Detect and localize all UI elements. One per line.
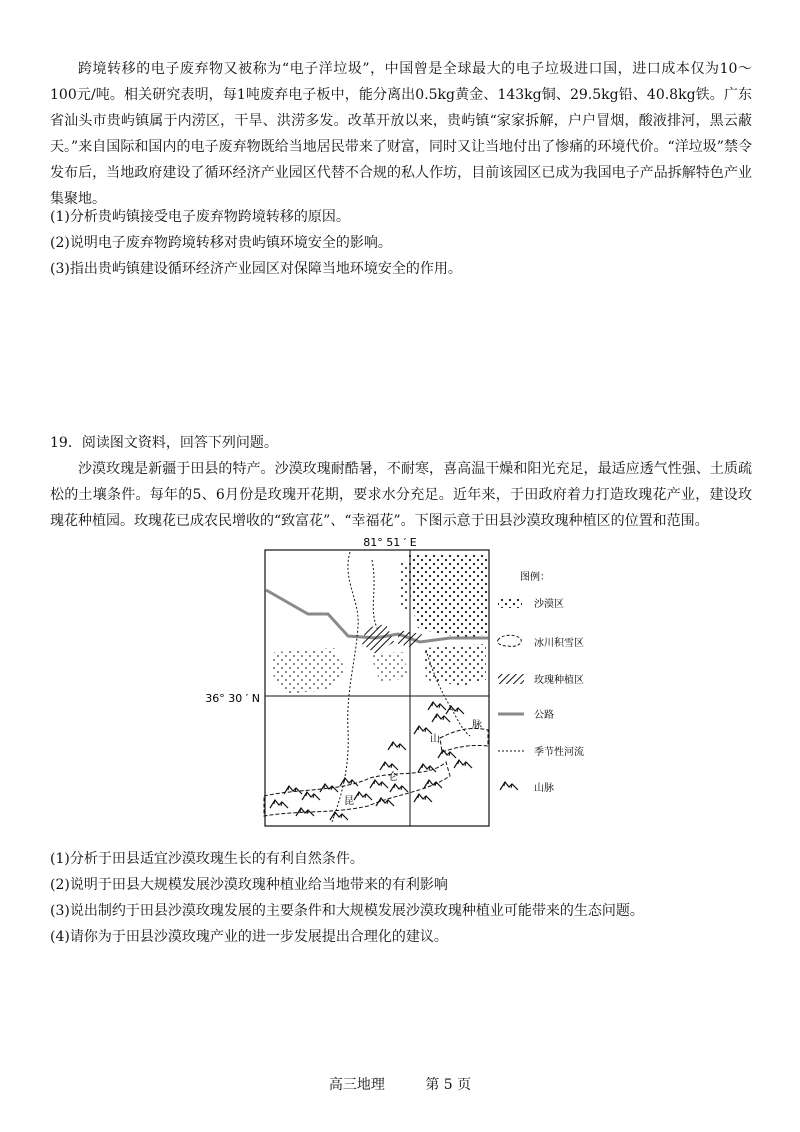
legend-mountain: 山脉 [534, 783, 554, 794]
longitude-label: 81° 51 ′ E [363, 536, 417, 549]
legend-glacier-symbol [498, 635, 522, 646]
q19-question-4: (4)请你为于田县沙漠玫瑰产业的进一步发展提出合理化的建议。 [50, 929, 448, 945]
legend-river: 季节性河流 [534, 747, 584, 758]
q19-question-1: (1)分析于田县适宜沙漠玫瑰生长的有利自然条件。 [50, 851, 364, 867]
footer-subject: 高三地理 [328, 1077, 385, 1093]
q19-question-2: (2)说明于田县大规模发展沙漠玫瑰种植业给当地带来的有利影响 [50, 877, 448, 893]
footer-page-number: 第 5 页 [425, 1077, 472, 1093]
legend-glacier: 冰川积雪区 [534, 638, 584, 649]
mountain-char-mai: 脉 [472, 720, 482, 731]
legend-road: 公路 [534, 710, 554, 721]
map-legend [498, 570, 584, 794]
q19-heading: 19．阅读图文资料，回答下列问题。 [50, 435, 278, 451]
legend-rose: 玫瑰种植区 [534, 675, 584, 686]
q18-paragraph: 跨境转移的电子废弃物又被称为“电子洋垃圾”，中国曾是全球最大的电子垃圾进口国，进口成本仅为10～100元/吨。相关研究表明，每1吨废弃电子板中，能分离出0.5kg黄金、143kg铜、29.5kg铅、40.8kg铁。广东省汕头市贵屿镇属于内涝区，干旱、洪涝多发。改革开放以来，贵屿镇“家家拆解，户户冒烟，酸液排河，黑云蔽天。”来自国际和国内的电子废弃物既给当地居民带来了财富，同时又让当地付出了惨痛的环境代价。“洋垃圾”禁令发布后，当地政府建设了循环经济产业园区代替不合规的私人作坊，目前该园区已成为我国电子产品拆解特色产业集聚地。 [50, 61, 752, 207]
legend-rose-symbol [498, 674, 524, 684]
legend-title: 图例： [520, 572, 550, 583]
q18-question-3: (3)指出贵屿镇建设循环经济产业园区对保障当地环境安全的作用。 [50, 261, 462, 277]
legend-desert: 沙漠区 [534, 599, 564, 610]
q19-question-3: (3)说出制约于田县沙漠玫瑰发展的主要条件和大规模发展沙漠玫瑰种植业可能带来的生态问题。 [50, 903, 644, 919]
q19-paragraph: 沙漠玫瑰是新疆于田县的特产。沙漠玫瑰耐酷暑，不耐寒，喜高温干燥和阳光充足，最适应透气性强、土质疏松的土壤条件。每年的5、6月份是玫瑰开花期，要求水分充足。近年来，于田政府着力打造玫瑰花产业，建设玫瑰花种植园。玫瑰花已成农民增收的“致富花”、“幸福花”。下图示意于田县沙漠玫瑰种植区的位置和范围。 [50, 461, 752, 529]
map-figure [200, 530, 640, 830]
page-footer [0, 1074, 800, 1094]
mountain-char-shan: 山 [430, 734, 440, 745]
legend-desert-symbol [498, 598, 522, 608]
mountain-char-lun: 仑 [388, 772, 398, 783]
mountain-char-kun: 昆 [344, 796, 354, 807]
q18-question-1: (1)分析贵屿镇接受电子废弃物跨境转移的原因。 [50, 209, 350, 225]
legend-mountain-symbol [500, 782, 518, 790]
latitude-label: 36° 30 ′ N [205, 692, 260, 705]
q18-question-2: (2)说明电子废弃物跨境转移对贵屿镇环境安全的影响。 [50, 235, 392, 251]
